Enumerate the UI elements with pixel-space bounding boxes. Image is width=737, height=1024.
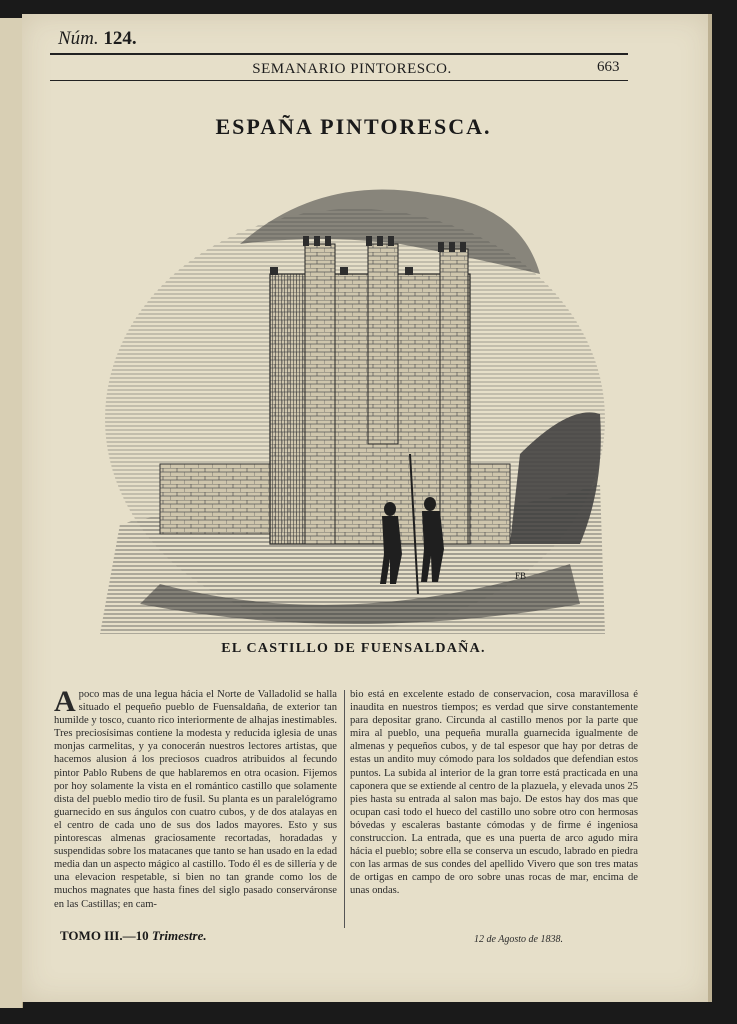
trimestre-label: Trimestre. xyxy=(151,928,207,943)
illustration-caption: EL CASTILLO DE FUENSALDAÑA. xyxy=(221,641,486,656)
engraving-signature: FB xyxy=(515,571,527,581)
article-column-1 xyxy=(54,685,338,911)
castle-tower-mid xyxy=(368,244,398,444)
document-page xyxy=(22,14,710,1002)
column-divider xyxy=(344,690,345,928)
book-spine-edge xyxy=(0,18,23,1008)
issue-number xyxy=(58,28,137,50)
page-edge xyxy=(708,14,712,1002)
drop-cap: A xyxy=(54,685,76,718)
article-text-1: poco mas de una legua hácia el Norte de Valladolid se halla situado el pequeño pueblo de Fuensaldaña, de exterior tan humilde y tosco, cuanto rico interiormente de alhajas inestimables. Tres preciosísimas contiene la modesta y reducida iglesia de unas monjas carmelitas, y ya conocerán nuestros lectores artistas, que hacemos alusion á los preciosos cuadros atribuidos al fecundo pintor Pablo Rubens de que hablaremos en otra ocasion. Fijemos por hoy solamente la vista en el romántico castillo que solamente dista del pueblo medio tiro de fusil. Su planta es un paralelógramo guarnecido en sus ángulos con cuatro cubos, y de dos atalayas en el centro de cada uno de sus dos lados mayores. Esto y sus pintorescas almenas graciosamente recortadas, horadadas y suspendidas sobre los matacanes que tanto se han usado en la edad media dan un aspecto mágico al castillo. Todo él es de sillería y de una elevacion respetable, si bien no tan grande como los de muchos magnates que hasta fines del siglo pasado conserváronse en las Castillas; en cam- xyxy=(54,689,338,910)
castle-wall-right xyxy=(470,464,510,544)
castle-tower-right xyxy=(440,249,468,544)
header-top-rule xyxy=(50,53,628,55)
magazine-title: SEMANARIO PINTORESCO. xyxy=(252,61,452,77)
page-number: 663 xyxy=(597,59,620,75)
castle-engraving xyxy=(100,164,605,634)
section-title: ESPAÑA PINTORESCA. xyxy=(215,114,492,139)
article-column-2 xyxy=(350,688,638,898)
castle-tower-left xyxy=(305,244,335,544)
issue-date: 12 de Agosto de 1838. xyxy=(474,934,563,945)
volume-footer xyxy=(60,928,207,944)
issue-label: Núm. xyxy=(58,28,99,49)
issue-number-value: 124. xyxy=(103,28,137,49)
article-text-2: bio está en excelente estado de conservacion, cosa maravillosa é inaudita en nuestros tiempos; es verdad que sirve constantemente para depositar grano. Circunda al castillo menos por la parte que mira al pueblo, una pequeña muralla guarnecida igualmente de almenas y pequeños cubos, y de tal espesor que hay por detras de estas un andito muy cómodo para los soldados que defendian estos puntos. La subida al interior de la gran torre está practicada en una caponera que se extiende al centro de la plazuela, y elevada unos 25 pies hasta su entrada al salon mas bajo. De estos hay dos mas que ocupan casi todo el hueco del castillo uno sobre otro con hermosas bóvedas y escaleras bastante cómodas y de firme é ingeniosa construccion. La entrada, que es una puerta de arco agudo mira hácia el pueblo; sobre ella se conserva un escudo, labrado en piedra con las armas de sus condes del apellido Vivero que son tres matas de ortigas en campo de oro sobre unas rocas de mar, encima de unas ondas. xyxy=(350,689,638,897)
header-bottom-rule xyxy=(50,80,628,81)
tomo-label: TOMO III.—10 xyxy=(60,928,149,943)
